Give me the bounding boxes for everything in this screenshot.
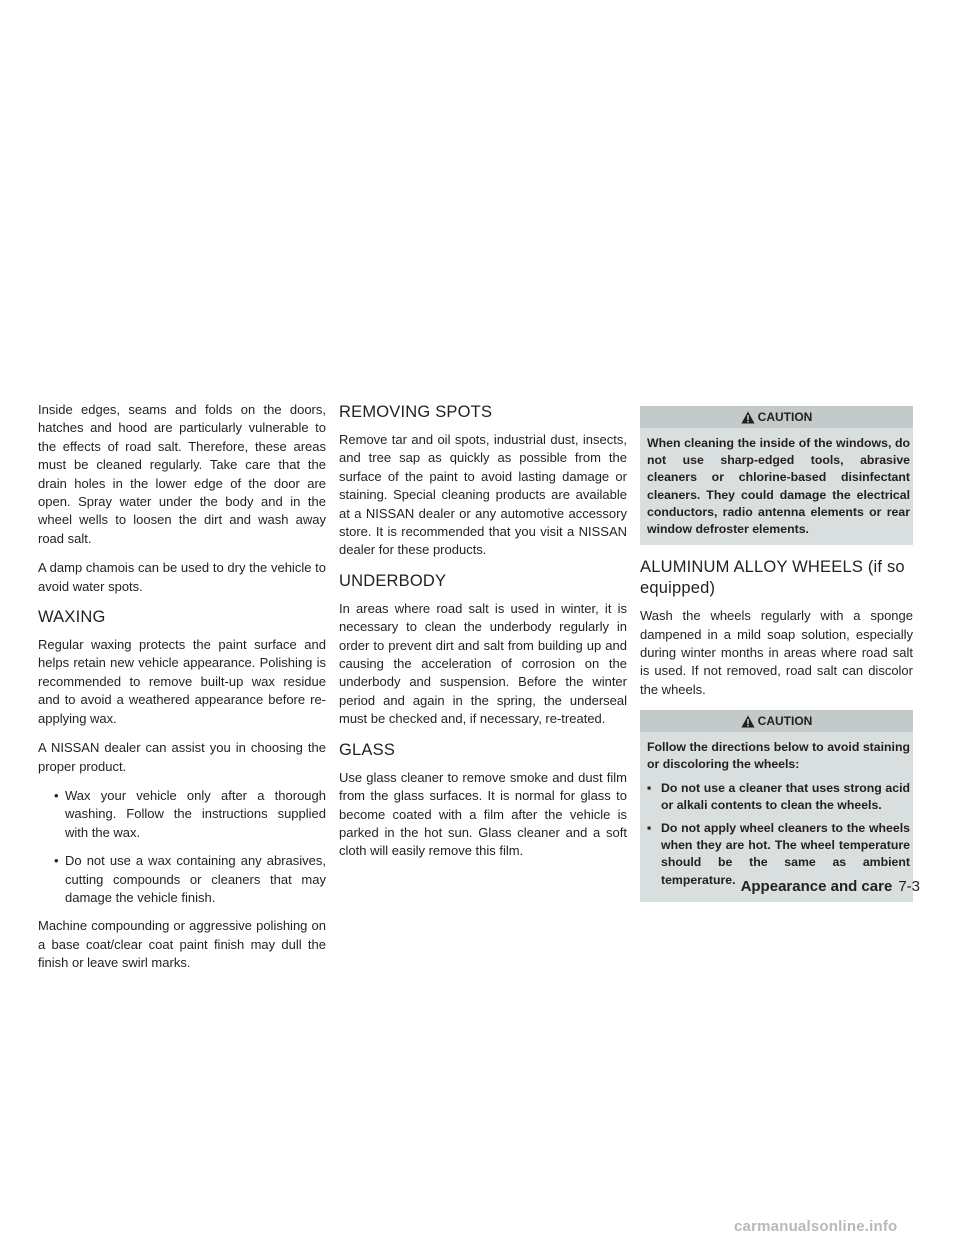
list-item: ▪ Do not use a cleaner that uses strong acid or alkali contents to clean the wheels. (647, 780, 910, 814)
section-heading-removing-spots: REMOVING SPOTS (339, 403, 493, 421)
body-paragraph: Use glass cleaner to remove smoke and dust film from the glass surfaces. It is normal for glass to become coated with a film after the vehicle is parked in the hot sun. Glass cleaner and a soft cloth will easily remove this film. (339, 769, 627, 859)
watermark: carmanualsonline.info (734, 1218, 898, 1235)
body-paragraph: Regular waxing protects the paint surface and helps retain new vehicle appearance. Polishing is recommended to remove built-up wax residue and to avoid a weathered appearance before re-applying wax. (38, 637, 326, 726)
caution-label: CAUTION (757, 410, 813, 424)
list-item: ▪ Do not apply wheel cleaners to the wheels when they are hot. The wheel temperature should be the same as ambient temperature. (647, 820, 910, 889)
caution-body (640, 732, 913, 902)
section-heading-waxing: WAXING (38, 608, 106, 627)
body-paragraph: Inside edges, seams and folds on the doors, hatches and hood are particularly vulnerable to the effects of road salt. Therefore, these areas must be cleaned regularly. Take care that the drain holes in the lower edge of the door are open. Spray water under the body and in the wheel wells to loosen the dirt and wash away road salt. (38, 402, 326, 546)
section-heading-glass: GLASS (339, 740, 396, 759)
body-paragraph: Wash the wheels regularly with a sponge dampened in a mild soap solution, especially during winter months in areas where road salt is used. If not removed, road salt can discolor the wheels. (640, 608, 913, 697)
caution-label: CAUTION (757, 714, 813, 729)
caution-bullet-list (647, 780, 910, 889)
list-item: • Wax your vehicle only after a thorough washing. Follow the instructions supplied with the wax. (38, 787, 326, 842)
left-column (38, 401, 326, 984)
footer-section-title: Appearance and care (740, 878, 893, 895)
caution-body (640, 428, 913, 545)
right-column (640, 406, 913, 912)
caution-text: When cleaning the inside of the windows, do not use sharp-edged tools, abrasive cleaners or chlorine-based disinfectant cleaners. They could damage the electrical conductors, radio antenna elements or rear window defroster elements. (647, 436, 910, 537)
warning-triangle-icon (741, 715, 755, 728)
body-paragraph: In areas where road salt is used in winter, it is necessary to clean the underbody regularly in order to prevent dirt and salt from building up and causing the acceleration of corrosion on the underbody and suspension. Before the winter period and again in the spring, the underseal must be checked and, if necessary, re-treated. (339, 600, 627, 727)
caution-header (640, 406, 913, 428)
caution-header (640, 710, 913, 732)
list-item: • Do not use a wax containing any abrasives, cutting compounds or cleaners that may damage the vehicle finish. (38, 852, 326, 907)
page-number: 7-3 (898, 878, 920, 895)
caution-box (640, 406, 913, 545)
body-paragraph: A NISSAN dealer can assist you in choosing the proper product. (38, 740, 326, 774)
middle-column (339, 402, 627, 872)
section-heading-aluminum-wheels: ALUMINUM ALLOY WHEELS (if so equipped) (640, 558, 905, 598)
section-heading-underbody: UNDERBODY (339, 571, 447, 590)
page-footer (741, 878, 920, 895)
caution-box (640, 710, 913, 902)
waxing-bullet-list (38, 787, 326, 907)
body-paragraph: A damp chamois can be used to dry the vehicle to avoid water spots. (38, 560, 326, 594)
caution-text: Follow the directions below to avoid staining or discoloring the wheels: (647, 740, 910, 772)
body-paragraph: Remove tar and oil spots, industrial dust, insects, and tree sap as quickly as possible from the surface of the paint to avoid lasting damage or staining. Special cleaning products are available at a NISSAN dealer or any automotive accessory store. It is recommended that you visit a NISSAN dealer for these products. (339, 432, 627, 558)
body-paragraph: Machine compounding or aggressive polishing on a base coat/clear coat paint finish may dull the finish or leave swirl marks. (38, 918, 326, 971)
warning-triangle-icon (741, 411, 755, 424)
